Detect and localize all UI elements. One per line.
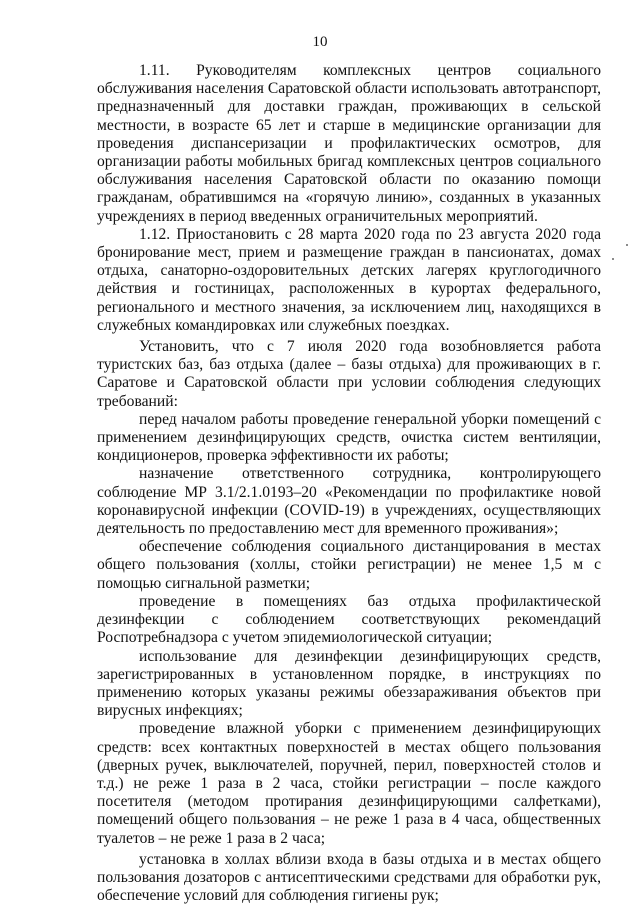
- paragraph-establish: Установить, что с 7 июля 2020 года возобновляется работа туристских баз, баз отдыха (далее – базы отдыха) для проживающих в г. Саратове и Саратовской области при условии соблюдения следующих требований:: [97, 338, 601, 410]
- page-number: 10: [312, 34, 328, 50]
- paragraph-requirement-responsible: назначение ответственного сотрудника, контролирующего соблюдение МР 3.1/2.1.0193–20 «Рекомендации по профилактике новой коронавирусной инфекции (COVID-19) в учреждениях, осуществляющих деятельность по предоставлению мест для временного проживания»;: [97, 465, 601, 538]
- scan-speck: [612, 258, 614, 260]
- paragraph-requirement-cleaning: перед началом работы проведение генеральной уборки помещений с применением дезинфицирующих средств, очистка систем вентиляции, кондиционеров, проверка эффективности их работы;: [97, 410, 601, 465]
- scan-speck: [626, 244, 628, 246]
- paragraph-requirement-wet-cleaning: проведение влажной уборки с применением дезинфицирующих средств: всех контактных поверхностей в местах общего пользования (дверных ручек, выключателей, поручней, перил, поверхностей столов и т.д.) не реже 1 раза в 2 часа, стойки регистрации – после каждого посетителя (методом протирания дезинфицирующими салфетками), помещений общего пользования – не реже 1 раза в 4 часа, общественных туалетов – не реже 1 раза в 2 часа;: [97, 720, 601, 847]
- paragraph-requirement-dispensers: установка в холлах вблизи входа в базы отдыха и в местах общего пользования дозаторов с антисептическими средствами для обработки рук, обеспечение условий для соблюдения гигиены рук;: [97, 850, 601, 905]
- paragraph-requirement-disinfection: проведение в помещениях баз отдыха профилактической дезинфекции с соблюдением соответствующих рекомендаций Роспотребнадзора с учетом эпидемиологической ситуации;: [97, 592, 601, 647]
- paragraph-1-12: 1.12. Приостановить с 28 марта 2020 года по 23 августа 2020 года бронирование мест, прием и размещение граждан в пансионатах, домах отдыха, санаторно-оздоровительных детских лагерях круглогодичного действия и гостиницах, расположенных в курортах федерального, регионального и местного значения, за исключением лиц, находящихся в служебных командировках или служебных поездках.: [97, 225, 601, 334]
- document-body: [97, 62, 601, 905]
- paragraph-1-11: 1.11. Руководителям комплексных центров социального обслуживания населения Саратовской области использовать автотранспорт, предназначенный для доставки граждан, проживающих в сельской местности, в возрасте 65 лет и старше в медицинские организации для проведения диспансеризации и профилактических осмотров, для организации работы мобильных бригад комплексных центров социального обслуживания населения Саратовской области по оказанию помощи гражданам, обратившимся на «горячую линию», созданных в указанных учреждениях в период введенных ограничительных мероприятий.: [97, 62, 601, 225]
- paragraph-requirement-agents: использование для дезинфекции дезинфицирующих средств, зарегистрированных в установленном порядке, в инструкциях по применению которых указаны режимы обеззараживания объектов при вирусных инфекциях;: [97, 647, 601, 720]
- paragraph-requirement-distancing: обеспечение соблюдения социального дистанцирования в местах общего пользования (холлы, стойки регистрации) не менее 1,5 м с помощью сигнальной разметки;: [97, 538, 601, 592]
